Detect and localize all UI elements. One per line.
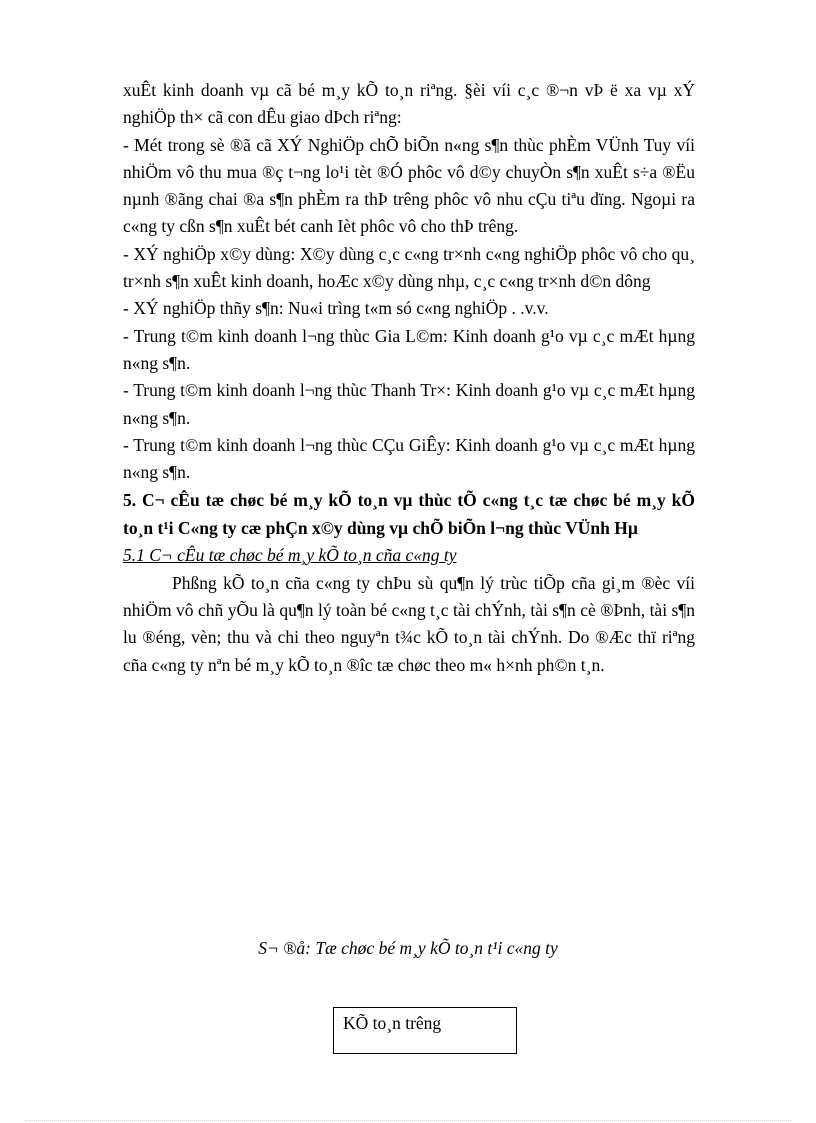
diagram-caption: S¬ ®å: Tæ chøc bé m¸y kÕ to¸n t¹i c«ng ty [258,938,558,958]
paragraph-intro: xuÊt kinh doanh vµ cã bé m¸y kÕ to¸n riªng. §èi víi c¸c ®¬n vÞ ë xa vµ xÝ nghiÖp th× cã con dÊu giao dÞch riªng: [123,80,695,128]
list-item-vinh-tuy: - Mét trong sè ®ã cã XÝ NghiÖp chÕ biÕn n«ng s¶n thùc phÈm VÜnh Tuy víi nhiÖm vô thu mua ®ç t¬ng lo¹i tèt ®Ó phôc vô d©y chuyÒn s¶n xuÊt s÷a ®Ëu nµnh ®ãng chai ®a s¶n phÈm ra thÞ trêng phôc vô nhu cÇu tiªu dïng. Ngoµi ra c«ng ty cßn s¶n xuÊt bét canh Ièt phôc vô cho thÞ trêng. [123,134,695,237]
list-item-construction: - XÝ nghiÖp x©y dùng: X©y dùng c¸c c«ng tr×nh c«ng nghiÖp phôc vô cho qu¸ tr×nh s¶n xuÊt kinh doanh, hoÆc x©y dùng nhµ, c¸c c«ng tr×nh d©n dông [123,243,695,292]
section-heading: 5. C¬ cÊu tæ chøc bé m¸y kÕ to¸n vµ thùc tÕ c«ng t¸c tæ chøc bé m¸y kÕ to¸n t¹i C«ng ty cæ phÇn x©y dùng vµ chÕ biÕn l¬ng thùc VÜnh Hµ [123,490,695,539]
paragraph-accounting: Phßng kÕ to¸n cña c«ng ty chÞu sù qu¶n lý trùc tiÕp cña gi¸m ®èc víi nhiÖm vô chñ yÕu là qu¶n lý toàn bé c«ng t¸c tài chÝnh, tài s¶n cè ®Þnh, tài s¶n lu ®éng, vèn; thu và chi theo nguyªn t¾c kÕ to¸n tài chÝnh. Do ®Æc thï riªng cña c«ng ty nªn bé m¸y kÕ to¸n ®îc tæ chøc theo m« h×nh ph©n t¸n. [123,572,695,675]
org-chart-box-chief-accountant [333,1007,517,1054]
org-chart-box-label: KÕ to¸n trêng [343,1013,442,1033]
list-item-cau-giay: - Trung t©m kinh doanh l¬ng thùc CÇu GiÊy: Kinh doanh g¹o vµ c¸c mÆt hµng n«ng s¶n. [123,434,695,483]
list-item-fishery: - XÝ nghiÖp thñy s¶n: Nu«i trìng t«m só c«ng nghiÖp . .v.v. [123,298,549,319]
list-item-thanh-tri: - Trung t©m kinh doanh l¬ng thùc Thanh Tr×: Kinh doanh g¹o vµ c¸c mÆt hµng n«ng s¶n. [123,380,695,428]
page-bottom-divider [25,1120,791,1121]
list-item-gia-lam: - Trung t©m kinh doanh l¬ng thùc Gia L©m: Kinh doanh g¹o vµ c¸c mÆt hµng n«ng s¶n. [123,325,695,373]
body-text [123,77,695,679]
subsection-heading: 5.1 C¬ cÊu tæ chøc bé m¸y kÕ to¸n cña c«ng ty [123,545,457,566]
